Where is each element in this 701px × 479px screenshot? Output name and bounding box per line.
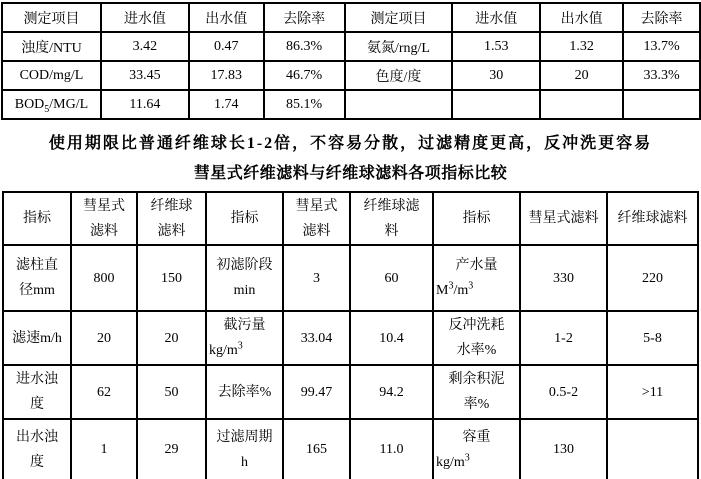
table-cell (540, 32, 623, 61)
cell-line: 进水浊 (16, 372, 58, 387)
table-cell (283, 419, 350, 479)
table-cell (607, 419, 698, 479)
cell-line: 纤维球滤 (363, 198, 420, 214)
cell-line: 料 (384, 223, 399, 239)
cell-line: 30 (489, 67, 504, 83)
table-cell (137, 365, 206, 419)
cell-line: 测定项目 (23, 11, 80, 27)
cell-line: 13.7% (643, 38, 680, 54)
cell-line (209, 338, 280, 363)
cell-line: 150 (161, 270, 182, 286)
cell-line: 滤柱直 (16, 258, 58, 273)
table-cell (2, 90, 101, 119)
cell-line: 33.45 (129, 67, 161, 83)
cell-line: 3.42 (132, 38, 158, 54)
header-cell (189, 3, 264, 32)
cell-line: 滤速m/h (12, 330, 62, 346)
cell-line: COD/mg/L (19, 67, 84, 83)
header-cell (345, 3, 453, 32)
cell-line: 33.04 (300, 330, 333, 346)
cell-line: 剩余积泥 (448, 372, 505, 387)
comparison-table-title: 彗星式纤维滤料与纤维球滤料各项指标比较 (193, 165, 508, 182)
table-cell (264, 61, 345, 90)
header-cell (101, 3, 189, 32)
sup-text: 3 (448, 280, 454, 292)
table-cell (264, 32, 345, 61)
cell-line: 径mm (19, 283, 55, 298)
cell-line: 130 (553, 442, 574, 457)
table-cell (520, 245, 607, 311)
cell-line: 浊度/NTU (21, 40, 82, 56)
table-cell (3, 419, 71, 479)
cell-line: 1.32 (569, 38, 594, 54)
table-cell (206, 419, 283, 479)
table-cell (3, 365, 71, 419)
cell-line: 去除率% (217, 384, 272, 400)
cell-line: min (233, 283, 256, 298)
header-cell (607, 192, 698, 245)
cell-line: 20 (164, 330, 179, 346)
sup-text: 3 (468, 280, 474, 292)
cell-line: 滤料 (90, 223, 118, 239)
table-cell (189, 90, 264, 119)
header-row (2, 3, 700, 32)
cell-line: 测定项目 (370, 11, 427, 27)
cell-line: 800 (93, 270, 115, 286)
table-cell (206, 311, 283, 365)
table-cell (71, 419, 137, 479)
table-cell (433, 365, 520, 419)
cell-line: 彗星式 (295, 198, 338, 214)
cell-line: 11.0 (379, 442, 404, 457)
cell-line: 20 (97, 330, 111, 346)
sup-text: 3 (237, 340, 243, 352)
cell-line: 指标 (462, 211, 491, 226)
comparison-table (2, 191, 699, 479)
cell-line: 11.64 (129, 96, 161, 112)
cell-line: 色度/度 (375, 69, 422, 85)
cell-line: 46.7% (286, 67, 323, 83)
table-cell (101, 32, 189, 61)
table-cell (101, 61, 189, 90)
table-cell (3, 245, 71, 311)
table-cell (71, 365, 137, 419)
table-cell (520, 365, 607, 419)
table-cell (540, 90, 623, 119)
cell-line: 截污量 (223, 318, 266, 333)
table-cell (264, 90, 345, 119)
table-row (2, 61, 700, 90)
cell-line: 纤维球滤料 (617, 211, 688, 226)
sup-text: 3 (464, 451, 470, 463)
cell-line: 进水值 (475, 11, 518, 27)
cell-line: 85.1% (286, 96, 323, 112)
cell-line: 出水浊 (16, 429, 58, 445)
water-quality-table (1, 2, 701, 120)
cell-line: 度 (30, 454, 44, 470)
table-cell (452, 90, 540, 119)
cell-line: 99.47 (300, 384, 333, 400)
table-cell (137, 419, 206, 479)
table-cell (283, 365, 350, 419)
header-cell (520, 192, 607, 245)
cell-line: 出水值 (205, 11, 248, 27)
table-cell (520, 419, 607, 479)
table-cell (433, 419, 520, 479)
cell-line: 86.3% (286, 38, 323, 54)
cell-line: 10.4 (379, 330, 404, 346)
table-cell (3, 311, 71, 365)
header-cell (137, 192, 206, 245)
cell-line: 指标 (230, 211, 259, 226)
text: BOD (14, 96, 45, 112)
table-row (3, 419, 698, 479)
cell-line: 彗星式滤料 (528, 211, 599, 226)
table-cell (206, 245, 283, 311)
cell-line: 出水值 (560, 11, 603, 27)
table-cell (607, 365, 698, 419)
table-cell (189, 32, 264, 61)
table-cell (345, 90, 453, 119)
cell-line: 3 (313, 270, 320, 286)
header-cell (283, 192, 350, 245)
table-row (3, 311, 698, 365)
table-cell (189, 61, 264, 90)
text: M (436, 283, 449, 298)
cell-line (5, 97, 98, 113)
table-cell (433, 245, 520, 311)
cell-line: 1-2 (554, 330, 573, 346)
table-cell (345, 61, 453, 90)
cell-line: 初滤阶段 (216, 258, 273, 273)
cell-line: 去除率 (640, 11, 683, 27)
cell-line: 纤维球 (150, 198, 193, 214)
cell-line: >11 (641, 384, 664, 400)
table-row (2, 90, 700, 119)
header-cell (2, 3, 101, 32)
table-cell (452, 61, 540, 90)
cell-line (436, 450, 517, 475)
table-row (2, 32, 700, 61)
table-row (3, 245, 698, 311)
table-cell (137, 245, 206, 311)
cell-line: 度 (30, 397, 44, 412)
description-text: 使用期限比普通纤维球长1-2倍，不容易分散，过滤精度更高，反冲洗更容易 (48, 135, 653, 152)
table-cell (101, 90, 189, 119)
text: kg/m (436, 454, 465, 470)
cell-line: 滤料 (157, 223, 186, 239)
table-cell (433, 311, 520, 365)
header-cell (623, 3, 700, 32)
text: kg/m (209, 343, 238, 358)
cell-line: 滤料 (302, 223, 331, 239)
table-cell (2, 61, 101, 90)
header-cell (433, 192, 520, 245)
cell-line: 1.53 (484, 38, 509, 54)
cell-line (436, 278, 517, 303)
cell-line: 5-8 (643, 330, 662, 346)
text: /m (453, 283, 469, 298)
header-cell (71, 192, 137, 245)
table-cell (607, 311, 698, 365)
cell-line: 进水值 (123, 11, 166, 27)
table-cell (540, 61, 623, 90)
cell-line: 165 (306, 442, 327, 457)
cell-line: 产水量 (455, 258, 498, 273)
cell-line: 33.3% (643, 67, 680, 83)
cell-line: 彗星式 (83, 198, 125, 214)
table-cell (350, 365, 433, 419)
table-cell (350, 245, 433, 311)
header-cell (206, 192, 283, 245)
cell-line: 17.83 (210, 67, 242, 83)
table-row (3, 365, 698, 419)
header-cell (540, 3, 623, 32)
table-cell (623, 90, 700, 119)
table-cell (607, 245, 698, 311)
table-cell (71, 245, 137, 311)
cell-line: 60 (384, 270, 399, 286)
text: /MG/L (49, 96, 89, 112)
cell-line: 容重 (462, 429, 491, 445)
cell-line: 29 (164, 442, 179, 457)
cell-line: 1.74 (213, 96, 239, 112)
cell-line: 反冲洗耗 (448, 318, 505, 333)
table-cell (350, 311, 433, 365)
cell-line: 94.2 (379, 384, 404, 400)
cell-line: 50 (164, 384, 179, 400)
table-cell (345, 32, 453, 61)
header-cell (452, 3, 540, 32)
header-cell (264, 3, 345, 32)
cell-line: 0.5-2 (548, 384, 579, 400)
cell-line: h (241, 454, 248, 470)
table-cell (520, 311, 607, 365)
cell-line: 去除率 (283, 11, 326, 27)
cell-line: 1 (100, 442, 108, 457)
cell-line: 过滤周期 (216, 429, 273, 445)
header-cell (350, 192, 433, 245)
table-cell (206, 365, 283, 419)
table-cell (283, 245, 350, 311)
sub-text: 5 (44, 103, 50, 115)
cell-line: 氨氮/rng/L (366, 40, 430, 56)
table-cell (623, 32, 700, 61)
table-cell (71, 311, 137, 365)
cell-line: 水率% (456, 343, 497, 358)
table-cell (283, 311, 350, 365)
cell-line: 0.47 (213, 38, 239, 54)
table-cell (350, 419, 433, 479)
cell-line: 指标 (23, 211, 51, 226)
table-cell (623, 61, 700, 90)
table-cell (452, 32, 540, 61)
header-row (3, 192, 698, 245)
table-cell (2, 32, 101, 61)
table-cell (137, 311, 206, 365)
cell-line: 20 (574, 67, 589, 83)
header-cell (3, 192, 71, 245)
cell-line: 220 (642, 270, 663, 286)
cell-line: 率% (463, 397, 490, 412)
cell-line: 330 (553, 270, 574, 286)
cell-line: 62 (97, 384, 111, 400)
